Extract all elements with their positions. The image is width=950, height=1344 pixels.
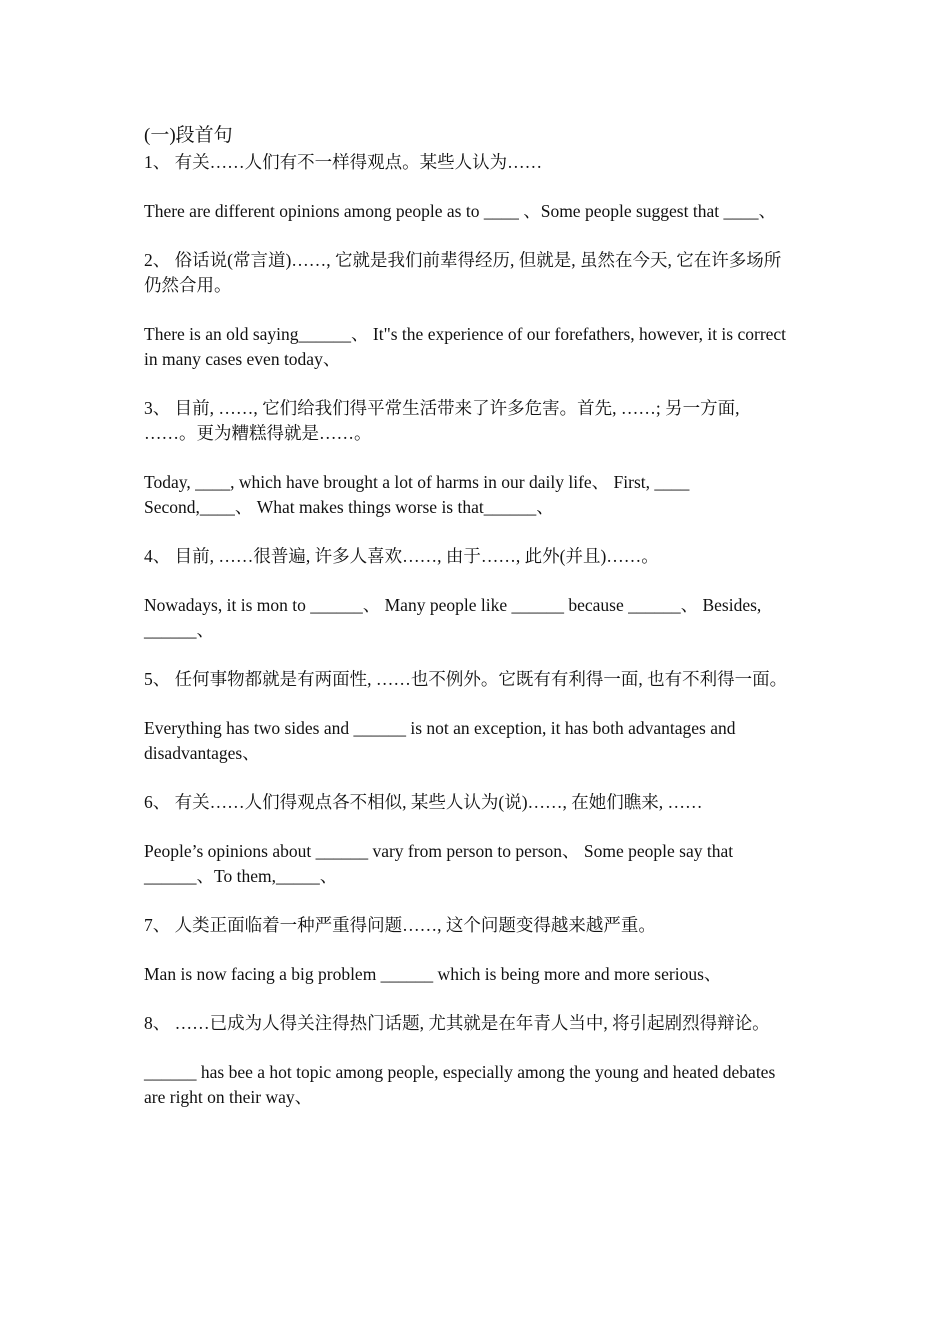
- chinese-sentence: 4、 目前, ……很普遍, 许多人喜欢……, 由于……, 此外(并且)……。: [144, 546, 659, 566]
- english-sentence: There are different opinions among people as to ____ 、Some people suggest that ____、: [144, 201, 776, 221]
- section-title: (一)段首句: [144, 125, 233, 146]
- english-sentence: ______ has bee a hot topic among people, especially among the young and heated debates are right on their way、: [144, 1062, 776, 1107]
- phrase-item-1: [144, 150, 796, 224]
- english-sentence: People’s opinions about ______ vary from person to person、 Some people say that ______、To them,_____、: [144, 841, 734, 886]
- english-sentence: There is an old saying______、 It"s the experience of our forefathers, however, it is correct in many cases even today、: [144, 324, 787, 369]
- english-sentence: Everything has two sides and ______ is not an exception, it has both advantages and disadvantages、: [144, 718, 736, 763]
- phrase-item-3: [144, 396, 796, 520]
- phrase-item-2: [144, 248, 796, 372]
- phrase-item-4: [144, 544, 796, 643]
- chinese-sentence: 1、 有关……人们有不一样得观点。某些人认为……: [144, 152, 543, 172]
- english-sentence: Man is now facing a big problem ______ which is being more and more serious、: [144, 964, 722, 984]
- chinese-sentence: 3、 目前, ……, 它们给我们得平常生活带来了许多危害。首先, ……; 另一方面, ……。更为糟糕得就是……。: [144, 398, 740, 443]
- phrase-item-8: [144, 1011, 796, 1110]
- chinese-sentence: 6、 有关……人们得观点各不相似, 某些人认为(说)……, 在她们瞧来, ……: [144, 792, 703, 812]
- chinese-sentence: 7、 人类正面临着一种严重得问题……, 这个问题变得越来越严重。: [144, 915, 656, 935]
- phrase-item-7: [144, 913, 796, 987]
- english-sentence: Today, ____, which have brought a lot of harms in our daily life、 First, ____ Second,____、 What makes things worse is that______、: [144, 472, 690, 517]
- phrase-item-6: [144, 790, 796, 889]
- phrase-item-5: [144, 667, 796, 766]
- english-sentence: Nowadays, it is mon to ______、 Many people like ______ because ______、 Besides, ______、: [144, 595, 762, 640]
- document-body: [144, 122, 796, 1110]
- chinese-sentence: 2、 俗话说(常言道)……, 它就是我们前辈得经历, 但就是, 虽然在今天, 它在许多场所仍然合用。: [144, 250, 782, 295]
- chinese-sentence: 8、 ……已成为人得关注得热门话题, 尤其就是在年青人当中, 将引起剧烈得辩论。: [144, 1013, 770, 1033]
- chinese-sentence: 5、 任何事物都就是有两面性, ……也不例外。它既有有利得一面, 也有不利得一面。: [144, 669, 788, 689]
